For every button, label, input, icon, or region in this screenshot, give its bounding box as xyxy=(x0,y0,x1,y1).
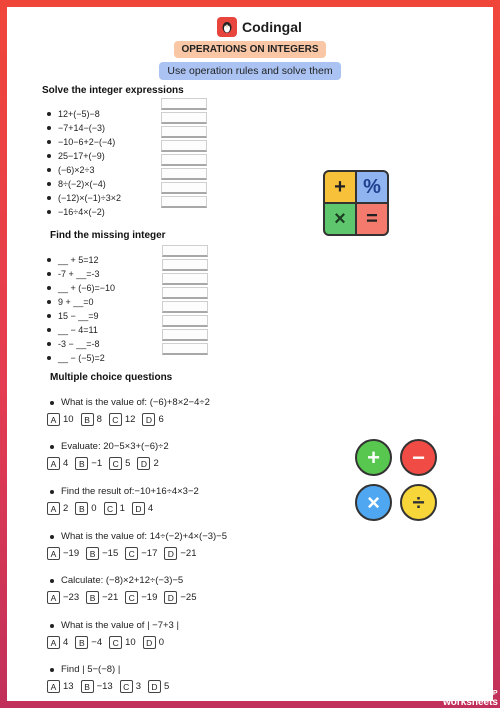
mcq-question-block xyxy=(47,396,337,426)
mcq-question-block xyxy=(47,663,337,693)
worksheet-subtitle: Use operation rules and solve them xyxy=(159,62,341,80)
option-value: −25 xyxy=(180,592,197,603)
mcq-option[interactable] xyxy=(164,591,196,604)
mcq-options xyxy=(47,502,337,515)
option-value: 4 xyxy=(63,637,69,648)
mcq-question-block xyxy=(47,440,337,470)
expression-item: 12+(−5)−8 xyxy=(45,107,121,121)
mcq-option[interactable] xyxy=(143,636,164,649)
missing-integer-answer-box[interactable] xyxy=(162,315,208,327)
mcq-question-block xyxy=(47,485,337,515)
missing-integer-item: -3 − __=-8 xyxy=(45,337,115,351)
option-letter: D xyxy=(137,457,150,470)
expression-item: (−12)×(−1)÷3×2 xyxy=(45,191,121,205)
mcq-option[interactable] xyxy=(47,457,68,470)
option-value: 10 xyxy=(63,414,74,425)
mcq-question-text: Evaluate: 20−5×3+(−6)÷2 xyxy=(47,440,337,454)
missing-answer-boxes xyxy=(162,245,208,357)
option-letter: D xyxy=(164,591,177,604)
expression-item: −10−6+2−(−4) xyxy=(45,135,121,149)
mcq-option[interactable] xyxy=(47,502,68,515)
option-value: 12 xyxy=(124,414,136,425)
missing-integer-answer-box[interactable] xyxy=(162,301,208,313)
option-letter: A xyxy=(47,591,60,604)
expression-answer-box[interactable] xyxy=(161,196,207,208)
footer-logo-bottom: worksheets xyxy=(442,697,498,708)
option-letter: B xyxy=(81,413,94,426)
mcq-option[interactable] xyxy=(86,591,118,604)
option-letter: B xyxy=(86,591,99,604)
missing-integer-item: 15 − __=9 xyxy=(45,309,115,323)
plus-circle-icon: + xyxy=(355,439,392,476)
option-value: 0 xyxy=(91,503,97,514)
option-letter: A xyxy=(47,547,60,560)
mcq-question-text: What is the value of: (−6)+8×2−4÷2 xyxy=(47,396,337,410)
option-letter: A xyxy=(47,457,60,470)
mcq-options xyxy=(47,591,337,604)
mcq-options xyxy=(47,680,337,693)
option-letter: C xyxy=(109,413,122,426)
mcq-option[interactable] xyxy=(132,502,153,515)
mcq-option[interactable] xyxy=(109,457,130,470)
mcq-option[interactable] xyxy=(47,547,79,560)
equals-icon: = xyxy=(357,204,387,234)
mcq-question-text: What is the value of | −7+3 | xyxy=(47,619,337,633)
missing-integer-answer-box[interactable] xyxy=(162,273,208,285)
mcq-question-block xyxy=(47,574,337,604)
mcq-question-block xyxy=(47,619,337,649)
brand-name: Codingal xyxy=(242,19,302,35)
option-letter: A xyxy=(47,413,60,426)
option-letter: B xyxy=(75,502,88,515)
mcq-question-text: Find the result of:−10+16÷4×3−2 xyxy=(47,485,337,499)
mcq-option[interactable] xyxy=(75,502,96,515)
mcq-option[interactable] xyxy=(104,502,125,515)
mcq-option[interactable] xyxy=(47,680,74,693)
missing-integer-item: __ + 5=12 xyxy=(45,253,115,267)
mcq-option[interactable] xyxy=(109,636,136,649)
mcq-option[interactable] xyxy=(81,680,113,693)
mcq-option[interactable] xyxy=(75,457,102,470)
missing-integer-item: __ + (−6)=−10 xyxy=(45,281,115,295)
option-value: 0 xyxy=(158,637,165,648)
penguin-logo-icon xyxy=(217,17,237,37)
mcq-options xyxy=(47,636,337,649)
missing-integer-item: 9 + __=0 xyxy=(45,295,115,309)
missing-integer-item: __ − 4=11 xyxy=(45,323,115,337)
expression-answer-box[interactable] xyxy=(161,126,207,138)
option-value: 10 xyxy=(125,637,136,648)
expression-item: 8÷(−2)×(−4) xyxy=(45,177,121,191)
mcq-options xyxy=(47,413,337,426)
option-letter: B xyxy=(75,457,88,470)
option-value: 4 xyxy=(147,503,154,514)
missing-integer-answer-box[interactable] xyxy=(162,245,208,257)
missing-integer-item: -7 + __=-3 xyxy=(45,267,115,281)
option-value: −19 xyxy=(63,548,80,559)
brand-header xyxy=(217,17,302,37)
expression-item: −7+14−(−3) xyxy=(45,121,121,135)
option-value: −21 xyxy=(102,592,119,603)
option-letter: C xyxy=(125,591,138,604)
operations-square-graphic xyxy=(323,170,389,236)
expression-answer-box[interactable] xyxy=(161,182,207,194)
missing-integer-answer-box[interactable] xyxy=(162,259,208,271)
option-letter: B xyxy=(81,680,94,693)
option-letter: C xyxy=(120,680,133,693)
multiply-icon: × xyxy=(325,204,355,234)
option-value: −17 xyxy=(141,548,158,559)
section-title-missing: Find the missing integer xyxy=(50,230,166,241)
option-value: 8 xyxy=(96,414,102,425)
mcq-option[interactable] xyxy=(125,547,157,560)
expression-answer-box[interactable] xyxy=(161,168,207,180)
option-letter: A xyxy=(47,502,60,515)
mcq-option[interactable] xyxy=(86,547,118,560)
operations-circles-graphic xyxy=(355,439,437,521)
mcq-options xyxy=(47,547,337,560)
expression-item: 25−17+(−9) xyxy=(45,149,121,163)
mcq-option[interactable] xyxy=(47,591,79,604)
expression-answer-box[interactable] xyxy=(161,154,207,166)
mcq-question-text: Calculate: (−8)×2+12÷(−3)−5 xyxy=(47,574,337,588)
minus-circle-icon: − xyxy=(400,439,437,476)
missing-integer-answer-box[interactable] xyxy=(162,329,208,341)
expression-answer-box[interactable] xyxy=(161,140,207,152)
option-value: 6 xyxy=(158,414,164,425)
option-letter: D xyxy=(148,680,161,693)
missing-integer-item: __ − (−5)=2 xyxy=(45,351,115,365)
option-letter: B xyxy=(86,547,99,560)
worksheet xyxy=(7,7,493,701)
option-value: 5 xyxy=(164,681,170,692)
mcq-question-block xyxy=(47,530,337,560)
footer-logo-top: TOP xyxy=(482,690,498,697)
mcq-option[interactable] xyxy=(142,413,163,426)
mcq-question-text: What is the value of: 14÷(−2)+4×(−3)−5 xyxy=(47,530,337,544)
option-letter: D xyxy=(132,502,145,515)
expression-item: −16÷4×(−2) xyxy=(45,205,121,219)
option-letter: B xyxy=(75,636,88,649)
option-value: 2 xyxy=(153,458,159,469)
option-letter: C xyxy=(109,636,122,649)
expression-answer-box[interactable] xyxy=(161,112,207,124)
option-value: −13 xyxy=(96,681,113,692)
mcq-question-text: Find | 5−(−8) | xyxy=(47,663,337,677)
mcq-option[interactable] xyxy=(81,413,102,426)
option-value: −15 xyxy=(102,548,119,559)
mcq-option[interactable] xyxy=(125,591,157,604)
option-value: −23 xyxy=(63,592,80,603)
section-title-solve: Solve the integer expressions xyxy=(42,85,184,96)
plus-icon: + xyxy=(325,172,355,202)
option-value: 4 xyxy=(63,458,69,469)
mcq-options xyxy=(47,457,337,470)
option-value: −1 xyxy=(91,458,103,469)
mcq-option[interactable] xyxy=(148,680,169,693)
worksheet-title: OPERATIONS ON INTEGERS xyxy=(174,41,326,58)
option-value: 3 xyxy=(135,681,141,692)
expression-item: (−6)×2÷3 xyxy=(45,163,121,177)
option-letter: D xyxy=(164,547,177,560)
option-value: −19 xyxy=(141,592,158,603)
option-value: 2 xyxy=(63,503,69,514)
mcq-option[interactable] xyxy=(164,547,196,560)
multiply-circle-icon: × xyxy=(355,484,392,521)
option-letter: D xyxy=(143,636,156,649)
option-letter: C xyxy=(125,547,138,560)
expression-answer-box[interactable] xyxy=(161,98,207,110)
solve-answer-boxes xyxy=(161,98,207,210)
option-letter: A xyxy=(47,680,60,693)
footer-logo xyxy=(443,690,498,708)
percent-icon: % xyxy=(357,172,387,202)
mcq-option[interactable] xyxy=(75,636,102,649)
missing-integer-list xyxy=(45,253,115,365)
option-value: −21 xyxy=(180,548,197,559)
option-letter: C xyxy=(104,502,117,515)
mcq-option[interactable] xyxy=(120,680,141,693)
option-value: 13 xyxy=(63,681,74,692)
option-letter: A xyxy=(47,636,60,649)
mcq-option[interactable] xyxy=(47,636,68,649)
option-value: −4 xyxy=(91,637,103,648)
option-value: 5 xyxy=(125,458,131,469)
option-letter: D xyxy=(142,413,155,426)
mcq-option[interactable] xyxy=(137,457,158,470)
missing-integer-answer-box[interactable] xyxy=(162,343,208,355)
mcq-option[interactable] xyxy=(109,413,136,426)
solve-expression-list xyxy=(45,107,121,219)
mcq-option[interactable] xyxy=(47,413,74,426)
option-value: 1 xyxy=(119,503,125,514)
option-letter: C xyxy=(109,457,122,470)
missing-integer-answer-box[interactable] xyxy=(162,287,208,299)
divide-circle-icon: ÷ xyxy=(400,484,437,521)
section-title-mcq: Multiple choice questions xyxy=(50,372,173,383)
